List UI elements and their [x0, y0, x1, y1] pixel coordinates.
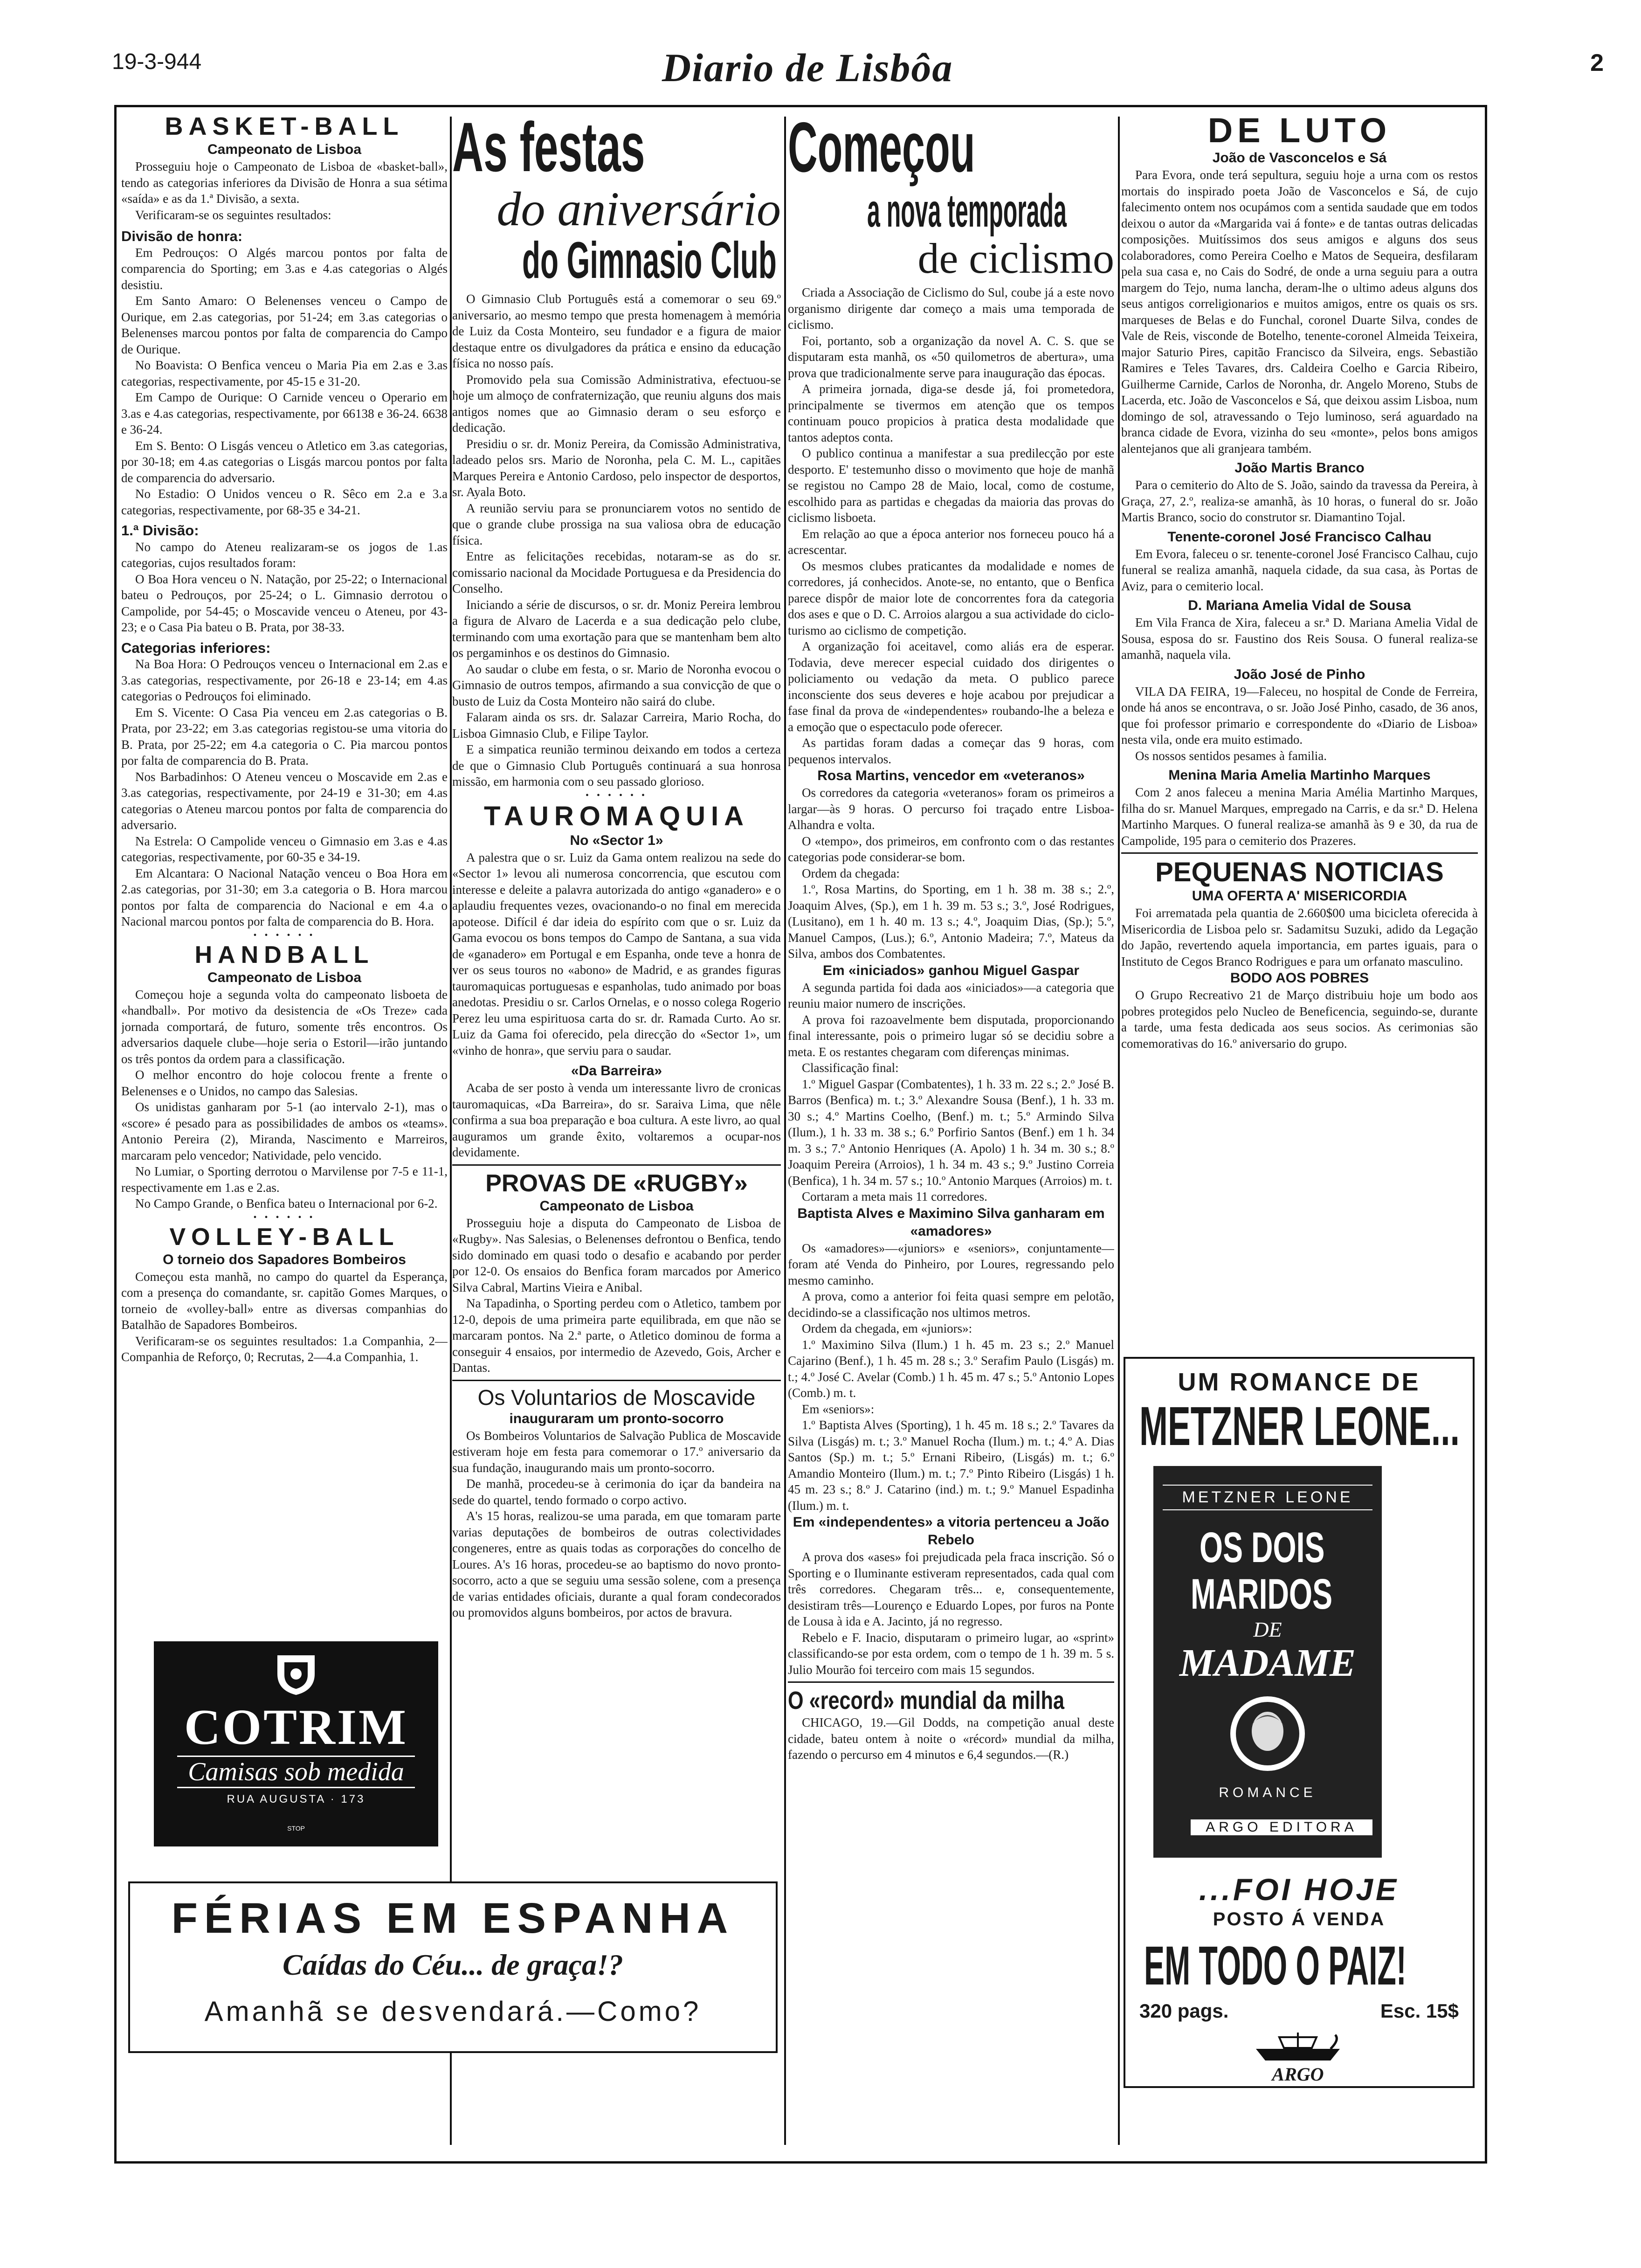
article-paragraph: Verificaram-se os seguintes resultados: 1.a Companhia, 2—Companhia de Reforço, 0; Recrutas, 2—4.a Companhia, 1.	[121, 1334, 448, 1364]
obituary-text: Para Evora, onde terá sepultura, seguiu hoje a urna com os restos mortais do inspirado poeta João de Vasconcelos e Sá, de cujo falecimento ontem nos ocupámos com a sentida saudade que em todos deixou o autor da «Margarida vai á fonte» e de tantas outras delicadas composições. Muitíssimos dos seus amigos e alguns dos seus colaboradores, como Pereira Coelho e Matos de Sequeira, desfilaram pela sua casa e, no Cais do Sodré, de onde a urna seguiu para a outra margem do Tejo, numa lancha, deram-lhe o ultimo adeus alguns dos seus antigos correligionarios e muitos amigos, entre os quais os srs. marqueses de Belas e do Funchal, coronel Duarte Silva, condes de Vale de Reis, visconde de Botelho, tenente-coronel Almeida Teixeira, major Saturio Pires, capitão Francisco da Silveira, engs. Sebastião Ramires e Teles Tavares, drs. Caldeira Coelho e Garcia Ribeiro, Guilherme Carnide, Carlos de Noronha, dr. Angelo Moreno, Stubs de Lacerda, etc. João de Vasconcelos e Sá, que deixou assim Lisboa, num domingo de sol, atravessando o Tejo luminoso, será aguardado na branca cidade de Evora, vizinha do seu «monte», pelos bons amigos alentejanos que ali granjeara também.	[1121, 168, 1478, 456]
column-news-2	[452, 112, 781, 2154]
article-paragraph: Criada a Associação de Ciclismo do Sul, coube já a este novo organismo dirigente dar começo a mais uma temporada de ciclismo.	[788, 285, 1114, 332]
article-paragraph: Ordem da chegada:	[802, 866, 900, 880]
article-paragraph: Cortaram a meta mais 11 corredores.	[802, 1189, 987, 1203]
newspaper-title: Diario de Lisbôa	[662, 45, 953, 90]
result-paragraph: No Estadio: O Unidos venceu o R. Sêco em 2.a e 3.a categorias, respectivamente, por 68-35 e 34-21.	[121, 487, 448, 517]
result-paragraph: Em Pedrouços: O Algés marcou pontos por falta de comparencia do Sporting; em 3.as e 4.as categorias o Algés desistiu.	[121, 245, 448, 292]
result-paragraph: No Boavista: O Benfica venceu o Maria Pia em 2.as e 3.as categorias, respectivamente, por 45-15 e 31-20.	[121, 358, 448, 388]
book-title-2: MARIDOS	[1191, 1570, 1333, 1618]
article-paragraph: A reunião serviu para se pronunciarem votos no sentido de que o grande clube prossiga na sua valiosa obra de educação física.	[452, 501, 781, 547]
result-paragraph: Em Campo de Ourique: O Carnide venceu o Operario em 3.as e 4.as categorias, respectivamente, por 66138 e 36-24. 6638 e 36-24.	[121, 390, 448, 436]
book-title-4: MADAME	[1179, 1641, 1356, 1685]
result-paragraph: Na Boa Hora: O Pedrouços venceu o Internacional em 2.as e 3.as categorias, respectivamente, por 26-18 e 23-14; em 4.as categorias o Pedrouços foi eliminado.	[121, 657, 448, 703]
obituary-name: João José de Pinho	[1234, 666, 1365, 682]
article-paragraph: Foi, portanto, sob a organização da novel A. C. S. que se disputaram esta manhã, os «50 quilometros de abertura», uma prova que tradicionalmente serve para inauguração das épocas.	[788, 333, 1114, 380]
article-paragraph: Ordem da chegada, em «juniors»:	[802, 1321, 972, 1335]
article-paragraph: A organização foi aceitavel, como aliás era de esperar. Todavia, deve merecer especial cuidado dos dirigentes o policiamento ou vedação da meta. O publico parece inconsciente dos seus deveres e hoje acabou por prejudicar a fase final da prova de «independentes» roubando-lhe a beleza e a emoção que o espectaculo pode oferecer.	[788, 639, 1114, 734]
obituary-name: João de Vasconcelos e Sá	[1212, 150, 1387, 166]
article-paragraph: Entre as felicitações recebidas, notaram-se as do sr. comissario nacional da Mocidade Portuguesa e da Presidencia do Conselho.	[452, 549, 781, 595]
result-paragraph: Em Santo Amaro: O Belenenses venceu o Campo de Ourique, em 2.as categorias, por 51-24; em 3.as categorias o Belenenses marcou pontos por falta de comparencia do Campo de Ourique.	[121, 294, 448, 356]
article-paragraph: O Gimnasio Club Português está a comemorar o seu 69.º aniversario, ao mesmo tempo que presta homenagem à memória de Luiz da Costa Monteiro, seu fundador e a figura de maior destaque entre os divulgadores da prática e ensino da educação física no nosso país.	[452, 292, 781, 370]
column-obituaries-4	[1121, 112, 1478, 1348]
ferias-tagline: Caídas do Céu... de graça!?	[283, 1948, 623, 1981]
moscavide-heading: Os Voluntarios de Moscavide	[477, 1385, 756, 1410]
ornament-divider: • • • • • •	[253, 1212, 316, 1223]
obituary-name: D. Mariana Amelia Vidal de Sousa	[1188, 598, 1411, 613]
veteranos-subheading: Rosa Martins, vencedor em «veteranos»	[817, 768, 1085, 783]
article-paragraph: Os mesmos clubes praticantes da modalidade e nomes de corredores, já conhecidos. Anote-se, no entanto, que o Benfica parece dispôr de maior lote de concorrentes fora da categoria dos ases e que o D. C. Arroios alargou a sua actividade do ciclo-turismo ao ciclismo de competição.	[788, 559, 1114, 637]
ciclismo-headline-2: a nova temporada	[867, 185, 1067, 237]
news-subheading: BODO AOS POBRES	[1230, 970, 1369, 986]
obituary-text: Em Vila Franca de Xira, faleceu a sr.ª D. Mariana Amelia Vidal de Sousa, esposa do sr. Faustino dos Reis Sousa. O funeral realiza-se amanhã, naquela vila.	[1121, 615, 1478, 662]
article-paragraph: Presidiu o sr. dr. Moniz Pereira, da Comissão Administrativa, ladeado pelos srs. Mario de Noronha, pela C. M. L., capitães Marques Pereira e Antonio Cardoso, pelo inspector de desportos, sr. Ayala Boto.	[452, 436, 781, 499]
article-paragraph: E a simpatica reunião terminou deixando em todos a certeza de que o Gimnasio Club Português continuará a sua honrosa missão, em harmonia com o seu passado glorioso.	[452, 742, 781, 788]
obituary-text: Os nossos sentidos pesames à familia.	[1135, 748, 1327, 763]
masthead	[112, 44, 1604, 96]
volleyball-subheading: O torneio dos Sapadores Bombeiros	[163, 1252, 406, 1267]
festas-headline-2: do aniversário	[496, 182, 781, 236]
section-rule	[1121, 852, 1478, 854]
article-paragraph: O publico continua a manifestar a sua predilecção por este desporto. E' testemunho disso o movimento que hoje de manhã se registou no Campo 28 de Maio, local, como de costume, escolhido para as partidas e chegadas da maioria das provas do ciclismo lisboeta.	[788, 446, 1114, 525]
article-paragraph: A prova dos «ases» foi prejudicada pela fraca inscrição. Só o Sporting e o Iluminante estiveram representados, cada qual com três corredores. Chegaram três... e, consequentemente, desistiram três—Lourenço e Eduardo Lopes, por furos na Ponte de Lousa à ida e A. Jacinto, já no regresso.	[788, 1550, 1114, 1628]
crest-icon	[270, 1646, 322, 1697]
obituary-name: João Martis Branco	[1234, 460, 1365, 476]
article-paragraph: A palestra que o sr. Luiz da Gama ontem realizou na sede do «Sector 1» levou ali numerosa concorrencia, que escutou com interesse e deleite a palavra autorizada do antigo «ganadero» e o aplaudiu frequentes vezes, ovacionando-o no final em merecida apoteose. Difícil é dar ideia do espírito com que o sr. Luiz da Gama evocou os bons tempos do Campo de Santana, a sua vida de «ganadero» em Portugal e em Espanha, onde teve a honra de ver os seus touros no «abono» de Madrid, e as grandes figuras tauromaquicas portuguesas e espanholas, tudo animado por boas anedotas. Presidiu o sr. Carlos Ornelas, e o nosso colega Rogerio Perez leu uma espirituosa carta do sr. dr. Ramada Curto. Ao sr. Luiz da Gama foi oferecido, pela direcção do «Sector 1», um «vinho de honra», que serviu para o saudar.	[452, 850, 781, 1058]
column-divider	[1118, 117, 1120, 2145]
article-paragraph: 1.º Miguel Gaspar (Combatentes), 1 h. 33 m. 22 s.; 2.º José B. Barros (Benfica) m. t.; 3.º Alexandre Sousa (Benf.), 1 h. 33 m. 30 s.; 4.º Martins Coelho, (Benf.) m. t.; 5.º Armindo Silva (Ilum.), 1 h. 33 m. 38 s.; 6.º Porfirio Santos (Benf.) em 1 h. 34 m. 3 s.; 7.º Antonio Henriques (A. Apolo) 1 h. 34 m. 30 s.; 8.º Joaquim Pereira (Arroios), 1 h. 34 m. 43 s.; 9.º Justino Correia (Benfica), 1 h. 34 m. 57 s.; 10.º Antonio Marques (Arroios) m. t.	[788, 1077, 1114, 1188]
ad-intro: UM ROMANCE DE	[1178, 1368, 1420, 1396]
obituary-name: Menina Maria Amelia Martinho Marques	[1168, 768, 1431, 783]
result-paragraph: Em Alcantara: O Nacional Natação venceu o Boa Hora em 2.as categorias, por 31-30; em 3.a categoria o B. Hora marcou pontos por falta de comparencia do Nacional e em 4.a o Nacional marcou pontos por falta de comparencia do B. Hora.	[121, 866, 448, 928]
portrait-medallion-icon	[1228, 1694, 1307, 1773]
amadores-subheading: Baptista Alves e Maximino Silva ganharam em «amadores»	[797, 1205, 1105, 1239]
metzner-leone-advertisement	[1124, 1357, 1475, 2088]
ad-on-sale: POSTO Á VENDA	[1213, 1909, 1386, 1929]
article-paragraph: Falaram ainda os srs. dr. Salazar Carreira, Mario Rocha, do Lisboa Gimnasio Club, e Filipe Taylor.	[452, 710, 781, 740]
result-paragraph: O Boa Hora venceu o N. Natação, por 25-22; o Internacional bateu o Pedrouços, por 25-24; o L. Gimnasio derrotou o Campolide, por 54-45; o Moscavide venceu o Ateneu, por 43-23; e o Casa Pia bateu o B. Prata, por 38-33.	[121, 572, 448, 634]
article-paragraph: No Campo Grande, o Benfica bateu o Internacional por 6-2.	[135, 1196, 438, 1210]
book-title-3: DE	[1253, 1618, 1282, 1641]
article-paragraph: A prova foi razoavelmente bem disputada, proporcionando final interessante, pois o primeiro lugar só se decidiu sobre a meta. E os restantes chegaram com diferenças minimas.	[788, 1012, 1114, 1059]
news-text: Foi arrematada pela quantia de 2.660$00 uma bicicleta oferecida à Misericordia de Lisboa pelo sr. Sadamitsu Suzuki, adido da Legação do Japão, revertendo aquela importancia, em partes iguais, para o Instituto de Cegos Branco Rodrigues e para um orfanato masculino.	[1121, 906, 1478, 968]
ad-everywhere: EM TODO O PAIZ!	[1144, 1935, 1407, 1997]
article-paragraph: Começou esta manhã, no campo do quartel da Esperança, com a presença do comandante, sr. capitão Gomes Marques, o torneio de «volley-ball» entre as diversas companhias do Batalhão de Sapadores Bombeiros.	[121, 1269, 448, 1332]
article-paragraph: Promovido pela sua Comissão Administrativa, efectuou-se hoje um almoço de confraternização, que reuniu alguns dos mais antigos nomes que ao Gimnasio deram o seu esforço e dedicação.	[452, 372, 781, 435]
page-number: 2	[1590, 49, 1604, 76]
cotrim-tagline: Camisas sob medida	[177, 1756, 415, 1788]
book-cover	[1153, 1466, 1382, 1858]
argo-logo-text: ARGO	[1272, 2064, 1324, 2085]
result-paragraph: Nos Barbadinhos: O Ateneu venceu o Moscavide em 2.as e 3.as categorias, respectivamente, por 24-19 e 31-30; em 4.as categorias o Ateneu marcou pontos por falta de comparencia do adversario.	[121, 769, 448, 832]
section-heading: 1.ª Divisão:	[121, 522, 199, 539]
festas-headline: As festas	[452, 112, 645, 186]
iniciados-subheading: Em «iniciados» ganhou Miguel Gaspar	[822, 962, 1080, 978]
article-paragraph: Ao saudar o clube em festa, o sr. Mario de Noronha evocou o Gimnasio de outros tempos, afirmando a sua convicção de que o busto de Luiz da Costa Monteiro não sairá do clube.	[452, 662, 781, 708]
article-paragraph: A primeira jornada, diga-se desde já, foi prometedora, principalmente se tivermos em atenção que os tempos continuam pouco propicios à pratica desta modalidade que tantos adeptos conta.	[788, 382, 1114, 444]
article-paragraph: Os «amadores»—«juniors» e «seniors», conjuntamente—foram até Venda do Pinheiro, por Loures, regressando pelo mesmo caminho.	[788, 1241, 1114, 1287]
obituary-text: Para o cemiterio do Alto de S. João, saindo da travessa da Pereira, à Graça, 27, 2.º, realiza-se amanhã, às 10 horas, o funeral do sr. João Martis Branco, socio do construtor sr. Diamantino Tojal.	[1121, 478, 1478, 524]
cotrim-advertisement	[154, 1641, 438, 1846]
article-paragraph: 1.º Maximino Silva (Ilum.) 1 h. 45 m. 23 s.; 2.º Manuel Cajarino (Benf.), 1 h. 45 m. 28 s.; 3.º Serafim Paulo (Lisgás) m. t.; 4.º José C. Avelar (Comb.) 1 h. 45 m. 47 s.; 5.º Antonio Lopes (Comb.) m. t.	[788, 1337, 1114, 1400]
volleyball-heading: VOLLEY-BALL	[169, 1223, 400, 1251]
article-paragraph: Prosseguiu hoje o Campeonato de Lisboa de «basket-ball», tendo as categorias inferiores da Divisão de Honra a sua sétima «saída» e as da 1.ª Divisão, a sexta.	[121, 159, 448, 206]
book-genre: ROMANCE	[1219, 1785, 1317, 1800]
independentes-subheading: Em «independentes» a vitoria pertenceu a João Rebelo	[793, 1514, 1110, 1548]
ferias-teaser: Amanhã se desvendará.—Como?	[204, 1996, 702, 2027]
section-heading: Categorias inferiores:	[121, 639, 271, 656]
book-publisher: ARGO EDITORA	[1191, 1819, 1372, 1835]
rugby-subheading: Campeonato de Lisboa	[539, 1198, 694, 1214]
result-paragraph: No campo do Ateneu realizaram-se os jogos de 1.as categorias, cujos resultados foram:	[121, 539, 448, 570]
article-paragraph: Em «seniors»:	[802, 1402, 875, 1416]
article-paragraph: A prova, como a anterior foi feita quasi sempre em pelotão, decidindo-se a classificação nos ultimos metros.	[788, 1289, 1114, 1320]
ship-icon	[1251, 2030, 1345, 2063]
luto-heading: DE LUTO	[1207, 112, 1392, 150]
article-paragraph: O melhor encontro do hoje colocou frente a frente o Belenenses e o Unidos, no campo das Salesias.	[121, 1068, 448, 1098]
article-paragraph: O «tempo», dos primeiros, em confronto com o das restantes categorias pode considerar-se bom.	[788, 834, 1114, 864]
column-divider	[784, 117, 786, 2145]
result-paragraph: Em S. Vicente: O Casa Pia venceu em 2.as categorias o B. Prata, por 23-22; em 3.as categorias registou-se uma vitoria do B. Prata, por 25-22; em 4.a categoria o C. Pia marcou pontos por falta de comparencia do B. Prata.	[121, 705, 448, 768]
article-paragraph: Na Tapadinha, o Sporting perdeu com o Atletico, tambem por 12-0, depois de uma primeira parte equilibrada, em que não se marcaram pontos. Na 2.ª parte, o Atletico dominou de forma a conseguir 4 ensaios, por intermedio de Azevedo, Gois, Archer e Dantas.	[452, 1296, 781, 1375]
cotrim-address: RUA AUGUSTA · 173	[227, 1793, 365, 1805]
festas-headline-3: do Gimnasio Club	[522, 232, 777, 289]
basketball-heading: BASKET-BALL	[165, 112, 404, 140]
article-paragraph: CHICAGO, 19.—Gil Dodds, na competição anual deste cidade, bateu ontem à noite o «récord» mundial da milha, fazendo o percurso em 4 minutos e 6,4 segundos.—(R.)	[788, 1715, 1114, 1762]
obituary-text: Em Evora, faleceu o sr. tenente-coronel José Francisco Calhau, cujo funeral se realiza amanhã, naquela cidade, da sua casa, às Portas de Aviz, para o cemiterio local.	[1121, 546, 1478, 593]
article-paragraph: Os corredores da categoria «veteranos» foram os primeiros a largar—às 9 horas. O percurso foi traçado entre Lisboa-Alhandra e volta.	[788, 786, 1114, 832]
ad-page-count: 320 pags.	[1139, 2000, 1229, 2022]
article-paragraph: Começou hoje a segunda volta do campeonato lisboeta de «handball». Por motivo da desistencia de «Os Treze» cada jornada comportará, de futuro, somente três encontros. Os adversarios daquele clube—hoje seria o Estoril—irão juntando os três pontos da ordem para a classificação.	[121, 987, 448, 1066]
article-paragraph: Os Bombeiros Voluntarios de Salvação Publica de Moscavide estiveram hoje em festa para comemorar o 17.º aniversario da sua fundação, inaugurando mais um pronto-socorro.	[452, 1428, 781, 1475]
article-paragraph: A's 15 horas, realizou-se uma parada, em que tomaram parte varias deputações de bombeiros de outras colectividades congeneres, entre as quais todas as corporações do concelho de Loures. A's 16 horas, procedeu-se ao baptismo do novo pronto-socorro, acto a que se seguiu uma sessão solene, com a presença de varias entidades oficiais, durante a qual foram condecorados ou promovidos alguns bombeiros, por actos de bravura.	[452, 1509, 781, 1619]
handball-subheading: Campeonato de Lisboa	[207, 969, 362, 985]
article-paragraph: De manhã, procedeu-se à cerimonia do içar da bandeira na sede do quartel, tendo formado o corpo activo.	[452, 1477, 781, 1507]
article-paragraph: Rebelo e F. Inacio, disputaram o primeiro lugar, ao «sprint» classificando-se por esta ordem, com o tempo de 1 h. 39 m. 5 s. Julio Mourão foi terceiro com mais 15 segundos.	[788, 1630, 1114, 1677]
pequenas-heading: PEQUENAS NOTICIAS	[1155, 857, 1444, 887]
ad-price: Esc. 15$	[1380, 2000, 1459, 2022]
column-cycling-3	[788, 112, 1114, 2150]
article-paragraph: Iniciando a série de discursos, o sr. dr. Moniz Pereira lembrou a figura de Alvaro de Lacerda e a sua dedicação pelo clube, terminando com uma exortação para que se mantenham bem alto os pergaminhos e os destinos do Gimnasio.	[452, 597, 781, 660]
tauromaquia-heading: TAUROMAQUIA	[483, 801, 750, 831]
cotrim-footer: STOP	[287, 1825, 305, 1832]
cotrim-brand: COTRIM	[184, 1700, 408, 1755]
ornament-divider: • • • • • •	[585, 790, 648, 801]
column-sports-1	[121, 112, 448, 1627]
article-paragraph: Acaba de ser posto à venda um interessante livro de cronicas tauromaquicas, «Da Barreira», do sr. Saraiva Lima, que nêle confirma a sua boa preparação e boa cultura. A este livro, ao qual auguramos um grande êxito, voltaremos a ocupar-nos devidamente.	[452, 1081, 781, 1159]
section-rule	[788, 1681, 1114, 1683]
argo-ship-logo	[1251, 2030, 1345, 2085]
section-rule	[452, 1380, 781, 1381]
ornament-divider: • • • • • •	[253, 930, 316, 940]
article-paragraph: Os unidistas ganharam por 5-1 (ao intervalo 2-1), mas o «score» é pesado para as possibilidades de ambos os «teams». Antonio Pereira (2), Miranda, Nascimento e Marreiros, marcaram pelo vencedor; Natividade, pelo vencido.	[121, 1100, 448, 1162]
article-paragraph: Prosseguiu hoje a disputa do Campeonato de Lisboa de «Rugby». Nas Salesias, o Belenenses defrontou o Benfica, tendo sido dominado em quasi todo o desafio e acabando por perder por 12-0. Os ensaios do Benfica foram marcados por Americo Silva Cabral, Martins Vieira e Anibal.	[452, 1216, 781, 1294]
result-paragraph: Na Estrela: O Campolide venceu o Gimnasio em 3.as e 4.as categorias, respectivamente, por 60-35 e 34-19.	[121, 834, 448, 864]
result-paragraph: Em S. Bento: O Lisgás venceu o Atletico em 3.as categorias, por 30-18; em 4.as categorias o Lisgás marcou pontos por falta de comparencia do adversario.	[121, 438, 448, 485]
book-title-1: OS DOIS	[1200, 1524, 1325, 1571]
article-paragraph: No Lumiar, o Sporting derrotou o Marvilense por 7-5 e 11-1, respectivamente em 1.as e 2.as.	[121, 1164, 448, 1195]
article-paragraph: As partidas foram dadas a começar das 9 horas, com pequenos intervalos.	[788, 736, 1114, 766]
obituary-text: Com 2 anos faleceu a menina Maria Amélia Martinho Marques, filha do sr. Manuel Marques, empregado na Carris, e da sr.ª D. Helena Martinho Marques. O funeral realiza-se amanhã às 9 e 30, da rua de Campolide, 195 para o cemiterio dos Prazeres.	[1121, 785, 1478, 848]
obituary-name: Tenente-coronel José Francisco Calhau	[1167, 529, 1432, 545]
ad-author: METZNER LEONE...	[1139, 1396, 1460, 1457]
article-paragraph: 1.º Baptista Alves (Sporting), 1 h. 45 m. 18 s.; 2.º Tavares da Silva (Lisgás) m. t.; 3.º Manuel Rocha (Ilum.) m. t.; 4.º A. Dias Santos (Sp.) m. t.; 5.º Ernani Ribeiro, (Lisgás) m. t.; 6.º Amandio Monteiro (Ilum.) m. t.; 7.º Pinto Ribeiro (Lisgás) 1 h. 45 m. 23 s.; 8.º J. Catarino (ind.) m. t.; 9.º Manuel Espadinha (Ilum.) m. t.	[788, 1418, 1114, 1513]
rugby-heading: PROVAS DE «RUGBY»	[485, 1169, 748, 1197]
moscavide-subheading: inauguraram um pronto-socorro	[509, 1411, 724, 1426]
article-paragraph: Classificação final:	[802, 1061, 899, 1075]
ad-released-today: ...FOI HOJE	[1199, 1872, 1400, 1907]
article-paragraph: Em relação ao que a época anterior nos forneceu pouco há a acrescentar.	[788, 526, 1114, 557]
tauromaquia-subheading: No «Sector 1»	[570, 832, 663, 848]
obituary-text: VILA DA FEIRA, 19—Faleceu, no hospital de Conde de Ferreira, onde há anos se encontrava, o sr. João José Pinho, casado, de 36 anos, que foi professor primario e correspondente do «Diario de Lisboa» nesta vila, onde era muito estimado.	[1121, 684, 1478, 747]
ciclismo-headline: Começou	[788, 112, 975, 187]
news-subheading: UMA OFERTA A' MISERICORDIA	[1192, 888, 1407, 904]
news-text: O Grupo Recreativo 21 de Março distribuiu hoje um bodo aos pobres protegidos pelo Nucleo de Beneficencia, seguindo-se, durante a tarde, uma festa dedicada aos seus socios. As cerimonias são comemorativas do 16.º aniversario do grupo.	[1121, 988, 1478, 1051]
article-paragraph: A segunda partida foi dada aos «iniciados»—a categoria que reuniu maior numero de inscrições.	[788, 980, 1114, 1010]
section-heading: Divisão de honra:	[121, 228, 243, 244]
ciclismo-headline-3: de ciclismo	[917, 235, 1114, 282]
handball-heading: HANDBALL	[194, 941, 374, 968]
tauromaquia-subheading-2: «Da Barreira»	[571, 1063, 662, 1079]
article-paragraph: Verificaram-se os seguintes resultados:	[135, 207, 331, 222]
basketball-subheading: Campeonato de Lisboa	[207, 142, 362, 157]
section-rule	[452, 1164, 781, 1166]
record-heading: O «record» mundial da milha	[788, 1687, 1064, 1715]
ferias-headline: FÉRIAS EM ESPANHA	[171, 1895, 735, 1942]
book-author: METZNER LEONE	[1163, 1485, 1372, 1510]
article-paragraph: 1.º, Rosa Martins, do Sporting, em 1 h. 38 m. 38 s.; 2.º, Joaquim Alves, (Sp.), em 1 h. 39 m. 53 s.; 3.º, José Rodrigues, (Lusitano), em 1 h. 40 m. 13 s.; 4.º, Joaquim Dias, (Sp.); 5.º, Manuel Campos, (Lus.); 6.º, Antonio Madeira; 7.º, Mateus da Silva, ambos dos Combatentes.	[788, 882, 1114, 961]
issue-date: 19-3-944	[112, 49, 202, 74]
column-divider	[450, 117, 452, 2145]
